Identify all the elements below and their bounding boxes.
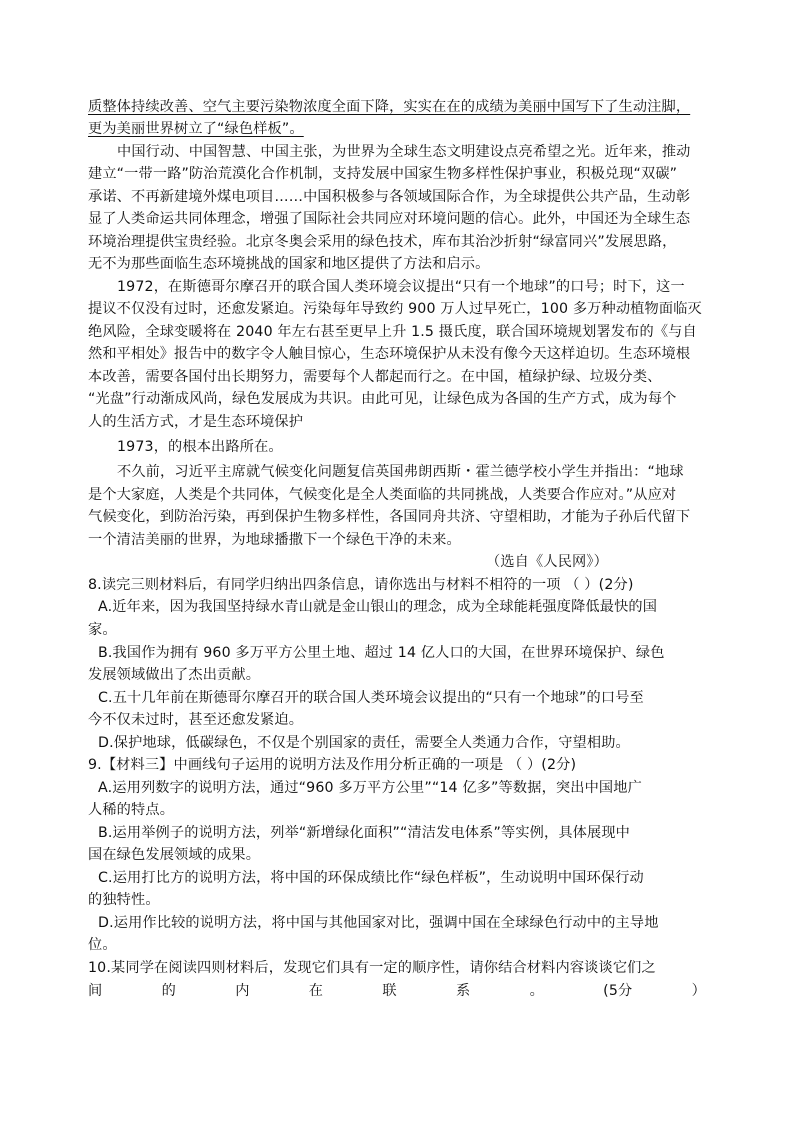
paragraph-2-line-3: 绝风险，全球变暖将在 2040 年左右甚至更早上升 1.5 摄氏度，联合国环境规划署发布的《与自 (88, 324, 697, 340)
question-8-option-a-line-2: 家。 (88, 622, 117, 638)
paragraph-1-line-6: 无不为那些面临生态环境挑战的国家和地区提供了方法和启示。 (88, 256, 490, 272)
question-8-option-c-line-2: 今不仅未过时，甚至还愈发紧迫。 (88, 712, 304, 728)
paragraph-2-line-1: 1972，在斯德哥尔摩召开的联合国人类环境会议提出“只有一个地球”的口号；时下，这一 (117, 279, 685, 295)
paragraph-2-line-6: “光盘”行动渐成风尚，绿色发展成为共识。由此可见，让绿色成为各国的生产方式，成为每个 (88, 391, 677, 407)
question-10-line-1: 10.某同学在阅读四则材料后，发现它们具有一定的顺序性，请你结合材料内容谈谈它们之 (88, 960, 656, 976)
paragraph-3-line-2: 是个大家庭，人类是个共同体，气候变化是全人类面临的共同挑战，人类要合作应对。”从应对 (88, 487, 677, 503)
question-9-option-c-line-2: 的独特性。 (88, 892, 160, 908)
paragraph-3-line-1: 不久前，习近平主席就气候变化问题复信英国弗朗西斯・霍兰德学校小学生并指出：“地球 (117, 464, 684, 480)
question-8-option-d: D.保护地球，低碳绿色，不仅是个别国家的责任，需要全人类通力合作，守望相助。 (98, 735, 630, 751)
question-9-option-d-line-2: 位。 (88, 937, 117, 953)
question-9-option-b-line-1: B.运用举例子的说明方法，列举“新增绿化面积”“清洁发电体系”等实例，具体展现中 (98, 825, 631, 841)
question-8-option-b-line-1: B.我国作为拥有 960 多万平方公里土地、超过 14 亿人口的大国，在世界环境保护、绿色 (98, 645, 665, 661)
source-citation: （选自《人民网》） (486, 554, 608, 570)
q10-word: ） (691, 983, 706, 999)
q10-word: 。 (529, 983, 544, 999)
underlined-sentence-line-2: 更为美丽世界树立了“绿色样板”。 (88, 121, 304, 137)
question-8-option-b-line-2: 发展领域做出了杰出贡献。 (88, 667, 261, 683)
question-10-line-2 (88, 980, 706, 1002)
paragraph-2-line-4: 然和平相处》报告中的数字令人触目惊心，生态环境保护从未没有像今天这样迫切。生态环境根 (88, 346, 691, 362)
q10-word: 在 (308, 983, 324, 999)
paragraph-2-line-2: 提议不仅没有过时，还愈发紧迫。污染每年导致约 900 万人过早死亡，100 多万种动植物面临灭 (88, 301, 702, 317)
paragraph-1-line-2: 建立“一带一路”防治荒漠化合作机制，支持发展中国家生物多样性保护事业，积极兑现“双碳” (88, 166, 678, 182)
paragraph-1-line-5: 环境治理提供宝贵经验。北京冬奥会采用的绿色技术，库布其治沙折射“绿富同兴”发展思路， (88, 234, 677, 250)
paragraph-2-line-7: 人的生活方式，才是生态环境保护 (88, 414, 304, 430)
q10-word: 的 (161, 983, 176, 999)
question-8-option-c-line-1: C.五十几年前在斯德哥尔摩召开的联合国人类环境会议提出的“只有一个地球”的口号至 (98, 690, 644, 706)
underlined-sentence-line-1: 质整体持续改善、空气主要污染物浓度全面下降，实实在在的成绩为美丽中国写下了生动注脚， (88, 99, 691, 115)
paragraph-3-line-4: 一个清洁美丽的世界，为地球播撒下一个绿色干净的未来。 (88, 532, 461, 548)
question-9-option-a-line-1: A.运用列数字的说明方法，通过“960 多万平方公里”“14 亿多”等数据，突出中国地广 (98, 780, 642, 796)
q10-word: 间 (88, 983, 103, 999)
q10-word: (5分 (603, 983, 633, 999)
q10-word: 内 (235, 983, 250, 999)
question-8-stem: 8.读完三则材料后，有同学归纳出四条信息，请你选出与材料不相符的一项 （ ）(2分) (88, 577, 634, 593)
paragraph-1-line-3: 承诺、不再新建境外煤电项目……中国积极参与各领域国际合作，为全球提供公共产品，生动彰 (88, 189, 691, 205)
question-9-option-b-line-2: 国在绿色发展领域的成果。 (88, 847, 261, 863)
question-9-option-d-line-1: D.运用作比较的说明方法，将中国与其他国家对比，强调中国在全球绿色行动中的主导地 (98, 915, 659, 931)
question-9-stem: 9.【材料三】中画线句子运用的说明方法及作用分析正确的一项是 （ ）(2分) (88, 757, 577, 773)
paragraph-2-tail: 1973，的根本出路所在。 (117, 439, 283, 455)
q10-word: 联 (382, 983, 397, 999)
paragraph-1-line-4: 显了人类命运共同体理念，增强了国际社会共同应对环境问题的信心。此外，中国还为全球生态 (88, 211, 691, 227)
paragraph-2-line-5: 本改善，需要各国付出长期努力，需要每个人都起而行之。在中国，植绿护绿、垃圾分类、 (88, 369, 662, 385)
question-8-option-a-line-1: A.近年来，因为我国坚持绿水青山就是金山银山的理念，成为全球能耗强度降低最快的国 (98, 599, 658, 615)
q10-word: 系 (455, 983, 471, 999)
question-9-option-a-line-2: 人稀的特点。 (88, 802, 175, 818)
question-9-option-c-line-1: C.运用打比方的说明方法，将中国的环保成绩比作“绿色样板”，生动说明中国环保行动 (98, 870, 644, 886)
paragraph-3-line-3: 气候变化，到防治污染，再到保护生物多样性，各国同舟共济、守望相助，才能为子孙后代留下 (88, 509, 691, 525)
paragraph-1-line-1: 中国行动、中国智慧、中国主张，为世界为全球生态文明建设点亮希望之光。近年来，推动 (117, 144, 691, 160)
